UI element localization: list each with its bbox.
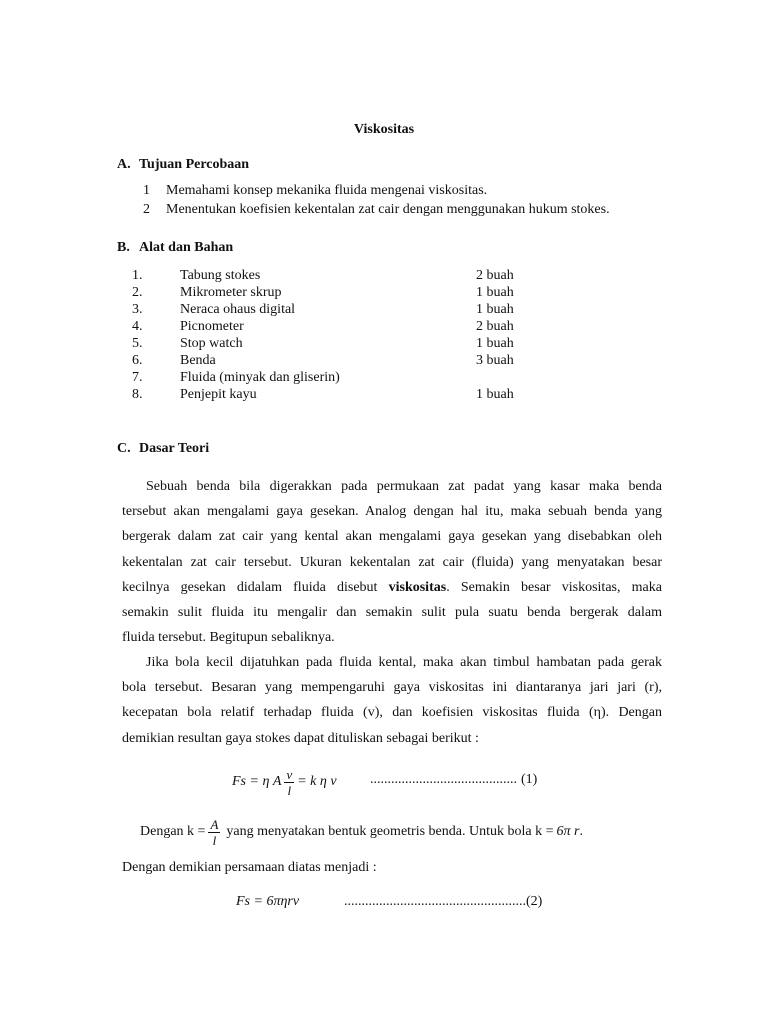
paragraph-line: Sebuah benda bila digerakkan pada permukaan zat padat yang kasar maka benda <box>146 479 662 494</box>
k-value: 6π r <box>556 824 580 839</box>
equipment-qty: 2 buah <box>476 268 514 283</box>
objective-number: 1 <box>143 183 150 198</box>
equipment-number: 5. <box>132 336 143 351</box>
equipment-number: 6. <box>132 353 143 368</box>
paragraph-line: tersebut akan mengalami gaya gesekan. Analog dengan hal itu, maka sebuah benda yang <box>122 504 662 520</box>
section-c-letter: C. <box>117 441 131 456</box>
objective-text: Menentukan koefisien kekentalan zat cair dengan menggunakan hukum stokes. <box>166 202 610 217</box>
paragraph-line: kecepatan bola relatif terhadap fluida (v), dan koefisien viskositas fluida (η). Dengan <box>122 705 662 721</box>
equipment-number: 3. <box>132 302 143 317</box>
equipment-qty: 2 buah <box>476 319 514 334</box>
equipment-number: 8. <box>132 387 143 402</box>
k-definition-pre: Dengan k = <box>140 824 206 839</box>
equation-1-rhs: = k η v <box>297 774 337 789</box>
equipment-name: Mikrometer skrup <box>180 285 282 300</box>
section-b-heading <box>117 240 233 256</box>
k-definition-line <box>140 814 583 850</box>
section-c-title: Dasar Teori <box>139 441 210 456</box>
equipment-qty: 3 buah <box>476 353 514 368</box>
equipment-number: 1. <box>132 268 143 283</box>
equation-1-dots: .......................................... <box>370 772 517 787</box>
objective-text: Memahami konsep mekanika fluida mengenai viskositas. <box>166 183 488 198</box>
equation-1-label: (1) <box>521 772 538 787</box>
equipment-qty: 1 buah <box>476 302 514 317</box>
equation-1-fraction: $\frac{v}{l}$ <box>286 766 293 798</box>
paragraph-line: fluida tersebut. Begitupun sebaliknya. <box>122 630 335 646</box>
paragraph-line: Jika bola kecil dijatuhkan pada fluida kental, maka akan timbul hambatan pada gerak <box>146 655 662 670</box>
paragraph-line: bergerak dalam zat cair yang kental akan mengalami gaya gesekan yang disebabkan oleh <box>122 529 662 545</box>
equipment-name: Neraca ohaus digital <box>180 302 296 317</box>
equation-1-lhs: Fs = η A <box>232 774 282 789</box>
keyword-viskositas: viskositas <box>388 579 447 595</box>
paragraph-line: kecilnya gesekan didalam fluida disebut viskositas. Semakin besar viskositas, maka <box>122 579 662 595</box>
section-a-title: Tujuan Percobaan <box>139 157 250 172</box>
equipment-number: 2. <box>132 285 143 300</box>
equation-1-leader <box>370 772 537 788</box>
equipment-qty: 1 buah <box>476 336 514 351</box>
equation-1 <box>232 764 337 800</box>
equipment-qty: 1 buah <box>476 387 514 402</box>
equipment-name: Tabung stokes <box>180 268 261 283</box>
equipment-name: Penjepit kayu <box>180 387 257 402</box>
equipment-name: Picnometer <box>180 319 244 334</box>
section-c-heading <box>117 441 209 457</box>
equipment-name: Stop watch <box>180 336 243 351</box>
theory-paragraph-1 <box>122 474 662 650</box>
paragraph-line: semakin sulit fluida itu mengalir dan semakin sulit pula suatu benda bergerak dalam <box>122 605 662 621</box>
section-b-letter: B. <box>117 240 130 255</box>
k-fraction: $\frac{A}{l}$ <box>210 816 219 848</box>
section-a-heading <box>117 157 249 173</box>
equipment-number: 4. <box>132 319 143 334</box>
objective-number: 2 <box>143 202 150 217</box>
equipment-name: Benda <box>180 353 216 368</box>
section-b-title: Alat dan Bahan <box>139 240 234 255</box>
equation-2-label: (2) <box>526 894 543 909</box>
paragraph-line: demikian resultan gaya stokes dapat dituliskan sebagai berikut : <box>122 730 479 746</box>
paragraph-line: kekentalan zat cair tersebut. Ukuran kekentalan zat cair (fluida) yang menyatakan besar <box>122 554 662 570</box>
section-a-letter: A. <box>117 157 131 172</box>
equation-2-expr: Fs = 6πηrv <box>236 894 300 909</box>
k-definition-post: yang menyatakan bentuk geometris benda. Untuk bola k = <box>226 824 554 839</box>
equipment-qty: 1 buah <box>476 285 514 300</box>
equipment-number: 7. <box>132 370 143 385</box>
document-title: Viskositas <box>353 122 415 137</box>
equation-2-dots: .................................................... <box>344 894 526 909</box>
theory-paragraph-2 <box>122 650 662 751</box>
k-end: . <box>579 824 583 839</box>
equation-2 <box>236 894 299 910</box>
paragraph-line: bola tersebut. Besaran yang mempengaruhi gaya viskositas ini diantaranya jari jari (r), <box>122 680 662 696</box>
equipment-name: Fluida (minyak dan gliserin) <box>180 370 340 385</box>
conclusion-line: Dengan demikian persamaan diatas menjadi : <box>122 860 377 875</box>
equation-2-leader <box>344 894 542 910</box>
